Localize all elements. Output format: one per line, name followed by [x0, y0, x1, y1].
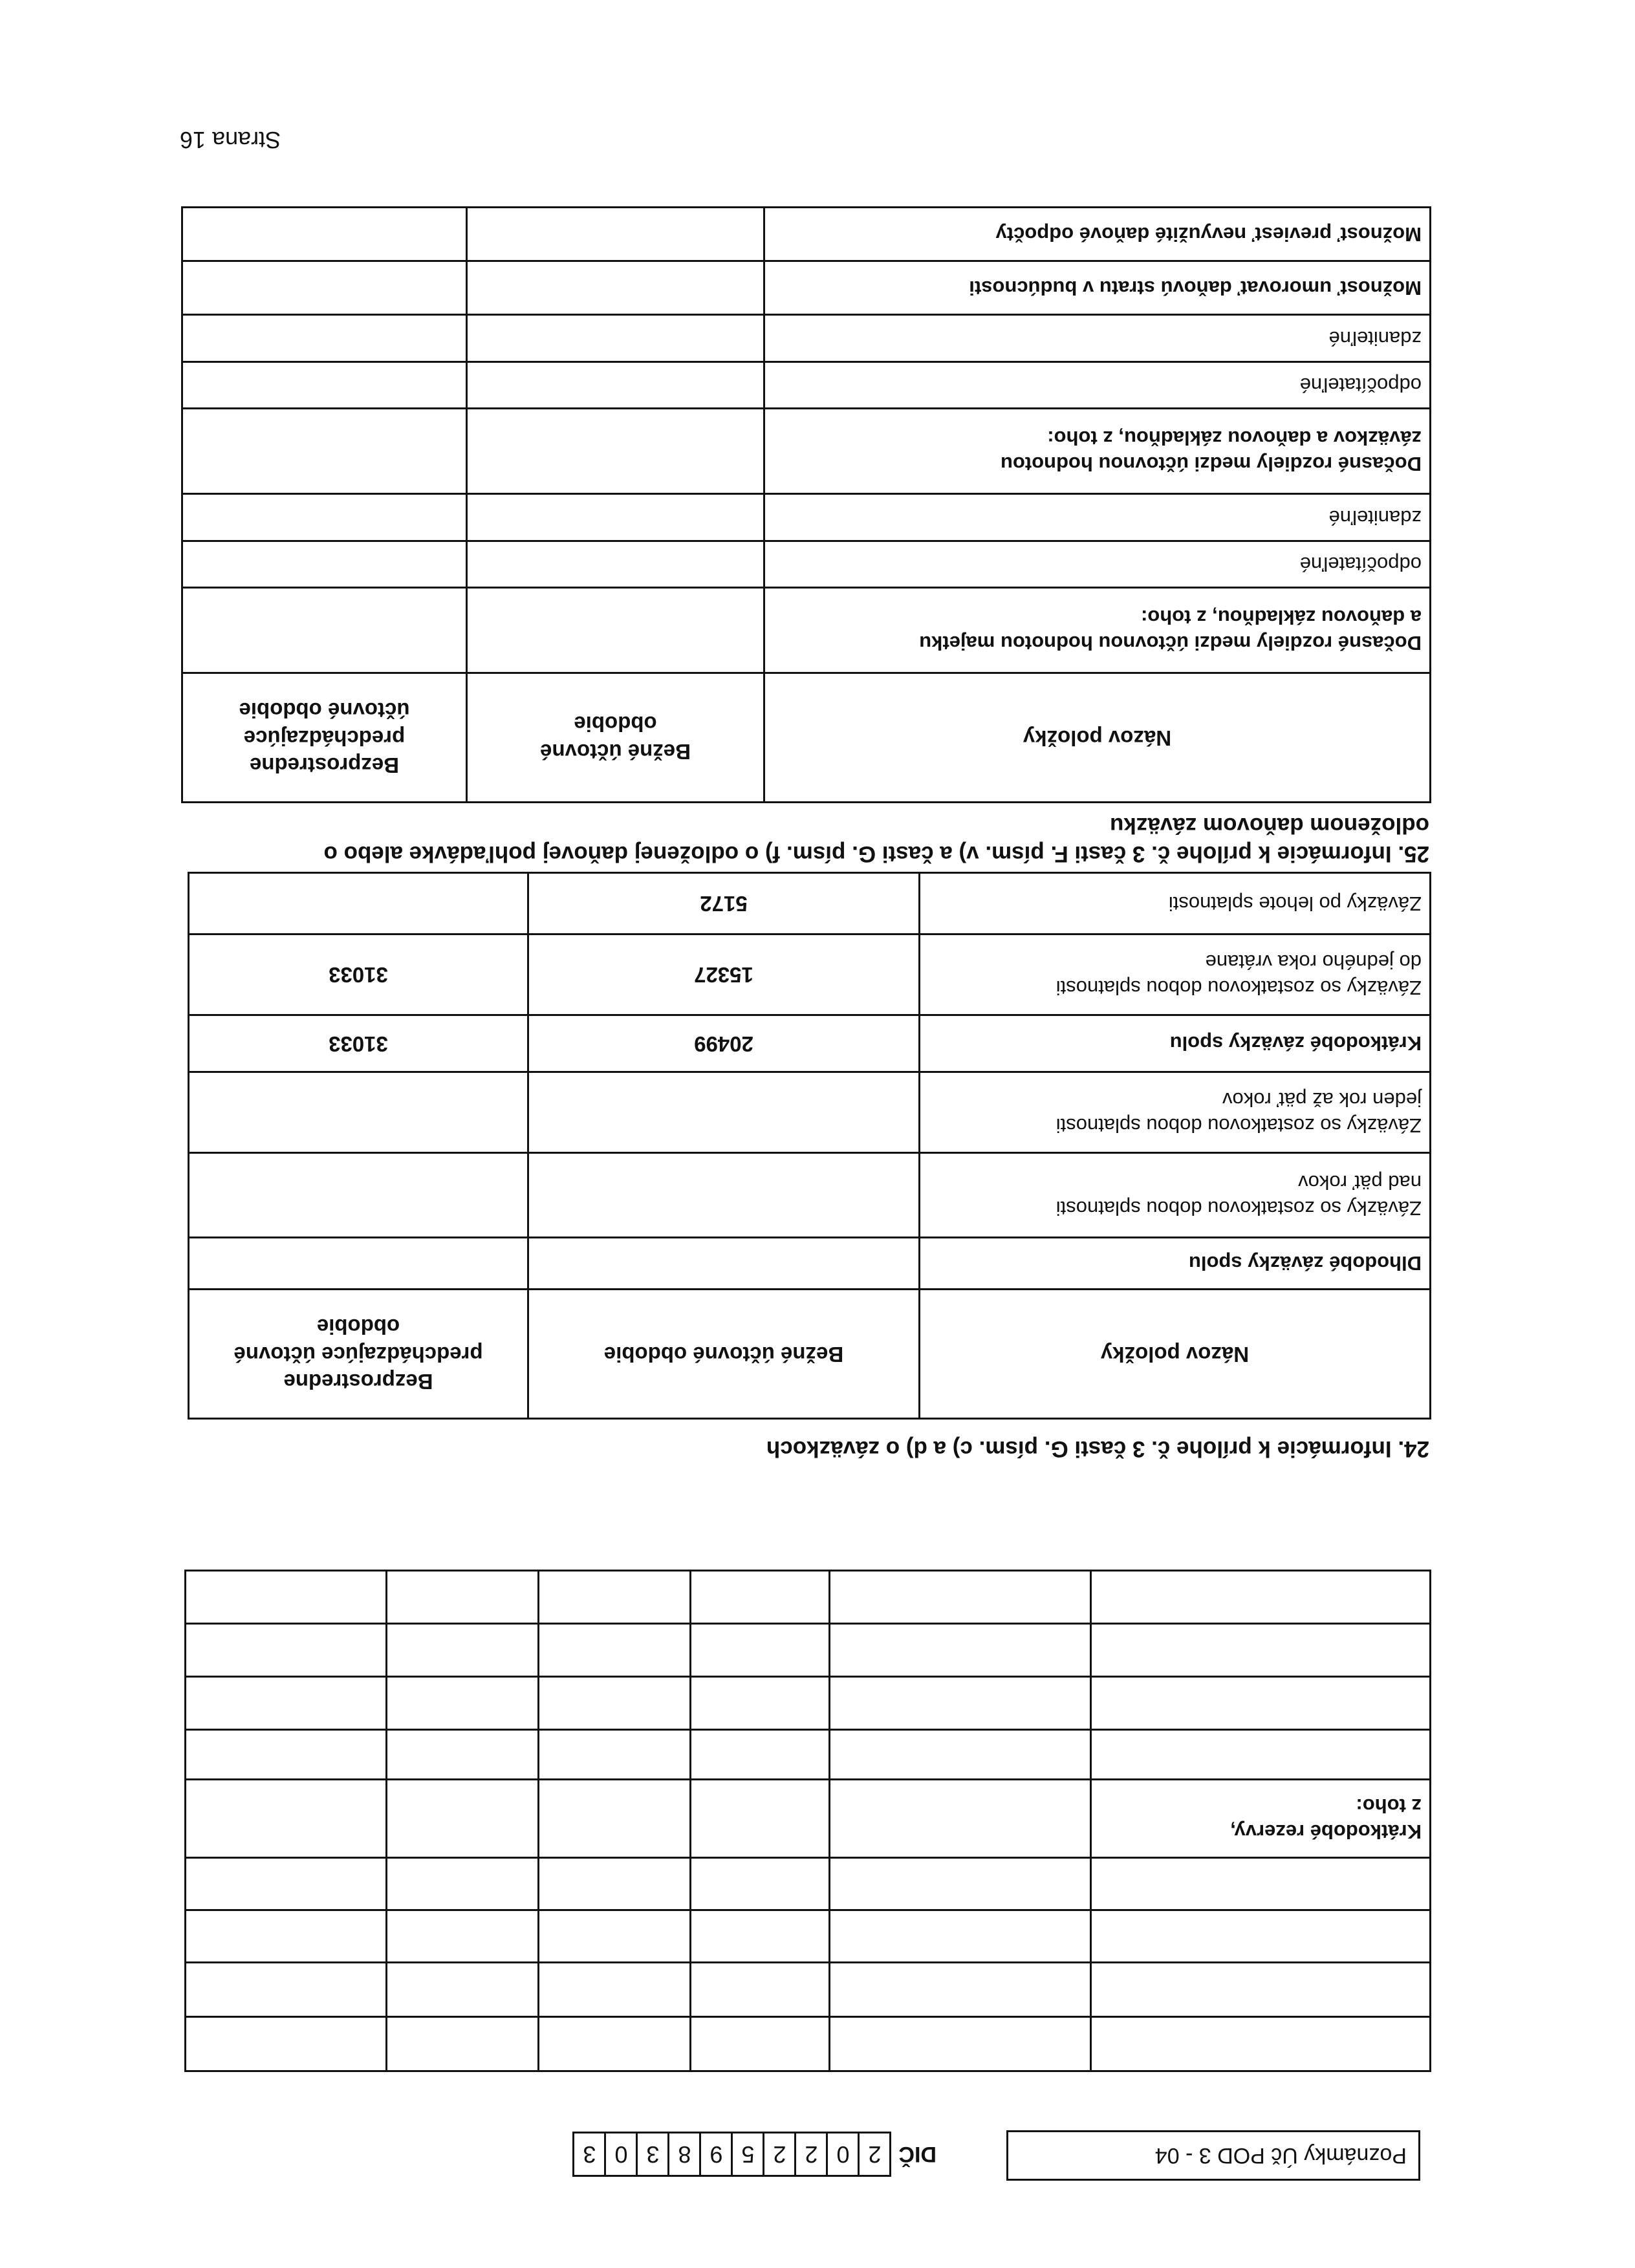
row-label: zdaniteľné — [764, 494, 1431, 541]
reserves-cell — [1091, 2017, 1431, 2071]
reserves-cell — [539, 1910, 691, 1963]
dic-digit: 3 — [572, 2132, 606, 2177]
previous-value — [182, 362, 467, 409]
reserves-cell — [186, 1780, 387, 1858]
row-label: Možnosť previesť nevyužité daňové odpočty — [764, 208, 1431, 261]
reserves-cell — [186, 1624, 387, 1677]
reserves-cell — [830, 1910, 1091, 1963]
reserves-row — [186, 1624, 1431, 1677]
previous-value — [189, 1238, 528, 1290]
reserves-row — [186, 1858, 1431, 1910]
dic-digits — [572, 2132, 889, 2177]
dic-digit: 0 — [604, 2132, 638, 2177]
column-header-current-period: Bežné účtovné obdobie — [528, 1290, 920, 1419]
dic-digit: 2 — [794, 2132, 828, 2177]
reserves-row — [186, 1910, 1431, 1963]
deferred-tax-table — [181, 206, 1431, 803]
liabilities-row — [189, 1015, 1431, 1072]
reserves-cell — [830, 1963, 1091, 2017]
column-header-item-name: Názov položky — [920, 1290, 1431, 1419]
reserves-cell — [830, 1571, 1091, 1624]
reserves-cell — [691, 1730, 830, 1780]
reserves-cell — [691, 1910, 830, 1963]
column-header-item-name: Názov položky — [764, 673, 1431, 803]
column-header-current-period: Bežné účtovné obdobie — [467, 673, 764, 803]
reserves-row — [186, 1571, 1431, 1624]
reserves-cell — [830, 2017, 1091, 2071]
reserves-cell — [539, 1677, 691, 1730]
reserves-cell — [186, 2017, 387, 2071]
liabilities-table — [188, 872, 1431, 1420]
previous-value — [189, 1153, 528, 1238]
reserves-cell — [691, 2017, 830, 2071]
reserves-cell — [830, 1624, 1091, 1677]
reserves-cell — [387, 1910, 539, 1963]
reserves-cell — [186, 1910, 387, 1963]
dic-digit: 2 — [763, 2132, 796, 2177]
column-header-previous-period: Bezprostredne predchádzajúce účtovné obdobie — [189, 1290, 528, 1419]
current-value — [528, 1238, 920, 1290]
reserves-table — [184, 1570, 1431, 2072]
row-label: odpočítateľné — [764, 362, 1431, 409]
previous-value — [182, 541, 467, 588]
deferred-tax-row — [182, 588, 1431, 673]
reserves-cell — [387, 2017, 539, 2071]
dic-digit: 5 — [731, 2132, 764, 2177]
deferred-tax-row — [182, 208, 1431, 261]
previous-value — [189, 1072, 528, 1153]
page-number: Strana 16 — [180, 127, 281, 153]
current-value — [467, 409, 764, 494]
reserves-cell — [539, 1730, 691, 1780]
current-value — [467, 261, 764, 315]
document-label — [1006, 2130, 1420, 2181]
liabilities-row — [189, 1072, 1431, 1153]
reserves-cell — [1091, 1730, 1431, 1780]
previous-value: 31033 — [189, 1015, 528, 1072]
reserves-cell — [1091, 1963, 1431, 2017]
current-value: 15327 — [528, 934, 920, 1015]
dic-digit: 8 — [667, 2132, 701, 2177]
deferred-tax-row — [182, 409, 1431, 494]
reserves-row — [186, 1730, 1431, 1780]
current-value — [467, 588, 764, 673]
section-25-title: 25. Informácie k prílohe č. 3 časti F. písm. v) a časti G. písm. f) o odloženej daňovej pohľadávke alebo o odloženom daňovom záväzku — [323, 813, 1429, 867]
reserves-cell — [1091, 1624, 1431, 1677]
column-header-previous-period: Bezprostredne predchádzajúce účtovné obdobie — [182, 673, 467, 803]
row-label: Záväzky so zostatkovou dobou splatnosti do jedného roka vrátane — [920, 934, 1431, 1015]
current-value — [467, 208, 764, 261]
row-label: Možnosť umorovať daňovú stratu v budúcnosti — [764, 261, 1431, 315]
liabilities-row — [189, 873, 1431, 934]
reserves-cell — [691, 1624, 830, 1677]
previous-value — [182, 261, 467, 315]
previous-value — [182, 409, 467, 494]
reserves-cell — [186, 1677, 387, 1730]
dic-digit: 0 — [826, 2132, 860, 2177]
row-label: Záväzky so zostatkovou dobou splatnosti nad päť rokov — [920, 1153, 1431, 1238]
previous-value — [189, 873, 528, 934]
previous-value: 31033 — [189, 934, 528, 1015]
reserves-cell — [539, 2017, 691, 2071]
dic-digit: 3 — [636, 2132, 669, 2177]
reserves-cell — [387, 1780, 539, 1858]
deferred-tax-row — [182, 494, 1431, 541]
reserves-cell — [387, 1963, 539, 2017]
reserves-cell — [691, 1963, 830, 2017]
current-value — [467, 494, 764, 541]
reserves-cell — [539, 1858, 691, 1910]
current-value — [467, 541, 764, 588]
reserves-cell — [691, 1780, 830, 1858]
current-value — [467, 315, 764, 362]
deferred-tax-row — [182, 315, 1431, 362]
liabilities-header-row — [189, 1290, 1431, 1419]
dic-label: DIČ — [898, 2142, 937, 2167]
section-24-title: 24. Informácie k prílohe č. 3 časti G. písm. c) a d) o záväzkoch — [766, 1436, 1429, 1462]
reserves-cell — [387, 1677, 539, 1730]
reserves-cell — [691, 1571, 830, 1624]
reserves-row — [186, 1780, 1431, 1858]
reserves-cell — [539, 1571, 691, 1624]
document-label-text: Poznámky Úč POD 3 - 04 — [1154, 2143, 1407, 2168]
previous-value — [182, 315, 467, 362]
row-label: Záväzky so zostatkovou dobou splatnosti jeden rok až päť rokov — [920, 1072, 1431, 1153]
dic-digit: 9 — [699, 2132, 733, 2177]
dic-digit: 2 — [858, 2132, 891, 2177]
row-label: zdaniteľné — [764, 315, 1431, 362]
previous-value — [182, 494, 467, 541]
current-value — [528, 1072, 920, 1153]
reserves-cell — [691, 1677, 830, 1730]
reserves-cell — [387, 1858, 539, 1910]
reserves-cell — [1091, 1858, 1431, 1910]
deferred-tax-row — [182, 541, 1431, 588]
liabilities-row — [189, 934, 1431, 1015]
reserves-cell — [691, 1858, 830, 1910]
reserves-row — [186, 1963, 1431, 2017]
current-value — [467, 362, 764, 409]
reserves-cell — [539, 1624, 691, 1677]
current-value — [528, 1153, 920, 1238]
reserves-cell — [539, 1780, 691, 1858]
reserves-cell — [387, 1571, 539, 1624]
reserves-section-label: Krátkodobé rezervy, z toho: — [1091, 1780, 1431, 1858]
reserves-cell — [830, 1780, 1091, 1858]
current-value: 20499 — [528, 1015, 920, 1072]
reserves-cell — [186, 1963, 387, 2017]
reserves-cell — [186, 1571, 387, 1624]
reserves-cell — [186, 1730, 387, 1780]
dic-field — [572, 2132, 937, 2177]
previous-value — [182, 588, 467, 673]
reserves-cell — [387, 1730, 539, 1780]
reserves-cell — [1091, 1571, 1431, 1624]
row-label: Krátkodobé záväzky spolu — [920, 1015, 1431, 1072]
deferred-tax-row — [182, 261, 1431, 315]
row-label: Záväzky po lehote splatnosti — [920, 873, 1431, 934]
row-label: Dlhodobé záväzky spolu — [920, 1238, 1431, 1290]
deferred-tax-row — [182, 362, 1431, 409]
reserves-cell — [830, 1730, 1091, 1780]
deferred-tax-header-row — [182, 673, 1431, 803]
reserves-cell — [539, 1963, 691, 2017]
row-label: odpočítateľné — [764, 541, 1431, 588]
reserves-cell — [1091, 1910, 1431, 1963]
reserves-row — [186, 2017, 1431, 2071]
previous-value — [182, 208, 467, 261]
reserves-cell — [1091, 1677, 1431, 1730]
row-label: Dočasné rozdiely medzi účtovnou hodnotou záväzkov a daňovou základňou, z toho: — [764, 409, 1431, 494]
liabilities-row — [189, 1238, 1431, 1290]
reserves-cell — [830, 1858, 1091, 1910]
reserves-cell — [830, 1677, 1091, 1730]
liabilities-row — [189, 1153, 1431, 1238]
reserves-row — [186, 1677, 1431, 1730]
reserves-cell — [186, 1858, 387, 1910]
row-label: Dočasné rozdiely medzi účtovnou hodnotou majetku a daňovou základňou, z toho: — [764, 588, 1431, 673]
reserves-cell — [387, 1624, 539, 1677]
current-value: 5172 — [528, 873, 920, 934]
